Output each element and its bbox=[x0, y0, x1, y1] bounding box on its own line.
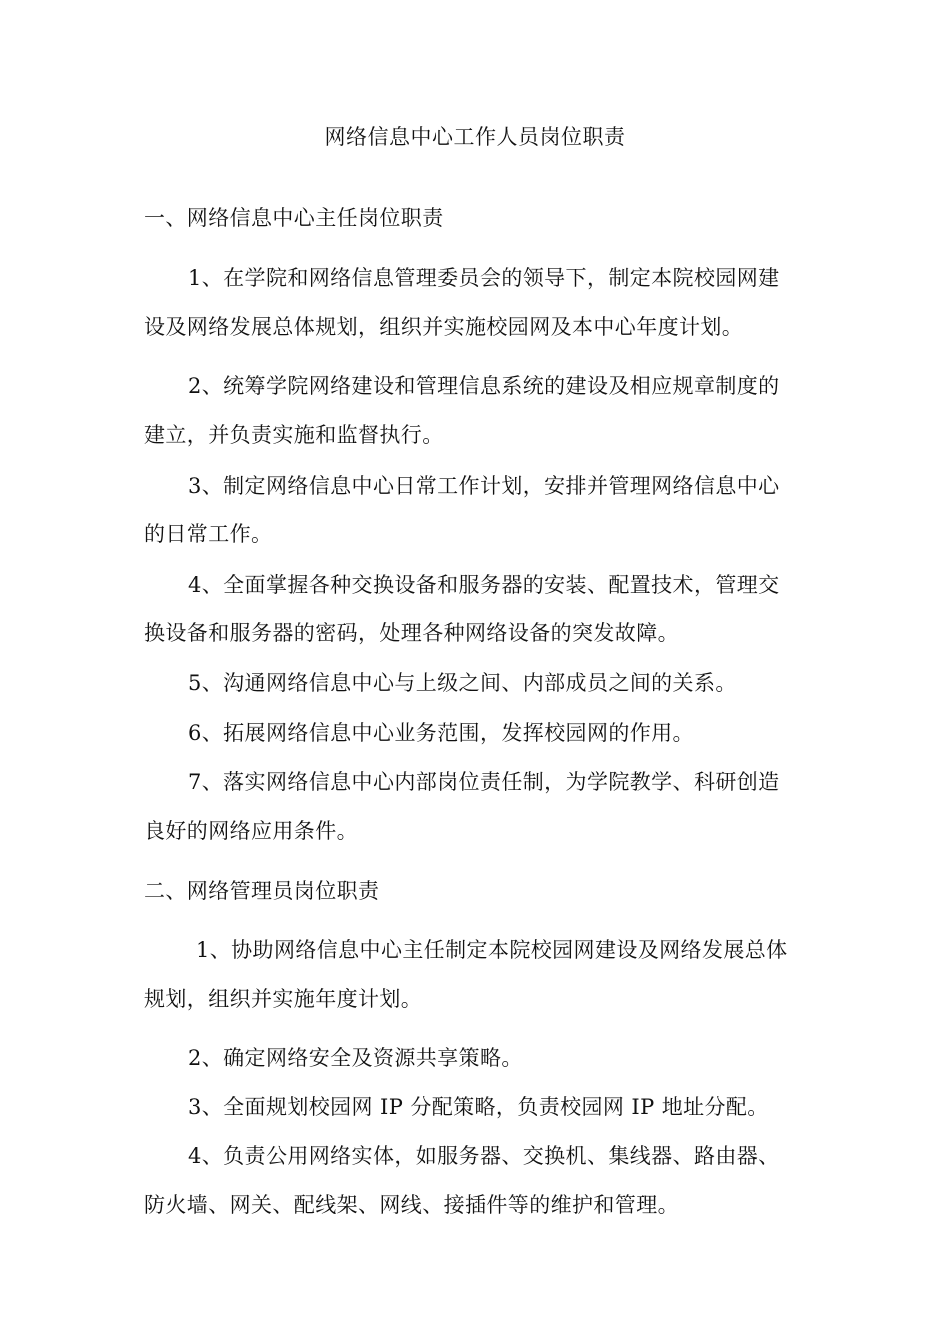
paragraph-line: 设及网络发展总体规划，组织并实施校园网及本中心年度计划。 bbox=[144, 315, 744, 339]
paragraph-line: 防火墙、网关、配线架、网线、接插件等的维护和管理。 bbox=[144, 1193, 679, 1217]
paragraph-line: 1、协助网络信息中心主任制定本院校园网建设及网络发展总体 bbox=[196, 938, 788, 962]
paragraph-line: 2、确定网络安全及资源共享策略。 bbox=[188, 1046, 523, 1070]
paragraph-line: 5、沟通网络信息中心与上级之间、内部成员之间的关系。 bbox=[188, 671, 737, 695]
paragraph-line: 3、制定网络信息中心日常工作计划，安排并管理网络信息中心 bbox=[188, 474, 780, 498]
paragraph-line: 建立，并负责实施和监督执行。 bbox=[144, 423, 444, 447]
paragraph-line: 换设备和服务器的密码，处理各种网络设备的突发故障。 bbox=[144, 621, 679, 645]
paragraph-line: 4、全面掌握各种交换设备和服务器的安装、配置技术，管理交 bbox=[188, 573, 780, 597]
paragraph-line: 1、在学院和网络信息管理委员会的领导下，制定本院校园网建 bbox=[188, 266, 780, 290]
paragraph-line: 规划，组织并实施年度计划。 bbox=[144, 987, 423, 1011]
paragraph-line: 的日常工作。 bbox=[144, 522, 273, 546]
paragraph-line: 3、全面规划校园网 IP 分配策略，负责校园网 IP 地址分配。 bbox=[188, 1095, 769, 1119]
paragraph-line: 4、负责公用网络实体，如服务器、交换机、集线器、路由器、 bbox=[188, 1144, 780, 1168]
paragraph-line: 良好的网络应用条件。 bbox=[144, 819, 358, 843]
section-heading-2: 二、网络管理员岗位职责 bbox=[144, 879, 380, 903]
section-heading-1: 一、网络信息中心主任岗位职责 bbox=[144, 206, 444, 230]
paragraph-line: 2、统筹学院网络建设和管理信息系统的建设及相应规章制度的 bbox=[188, 374, 780, 398]
paragraph-line: 7、落实网络信息中心内部岗位责任制，为学院教学、科研创造 bbox=[188, 770, 780, 794]
paragraph-line: 6、拓展网络信息中心业务范围，发挥校园网的作用。 bbox=[188, 721, 694, 745]
document-title: 网络信息中心工作人员岗位职责 bbox=[324, 125, 626, 149]
